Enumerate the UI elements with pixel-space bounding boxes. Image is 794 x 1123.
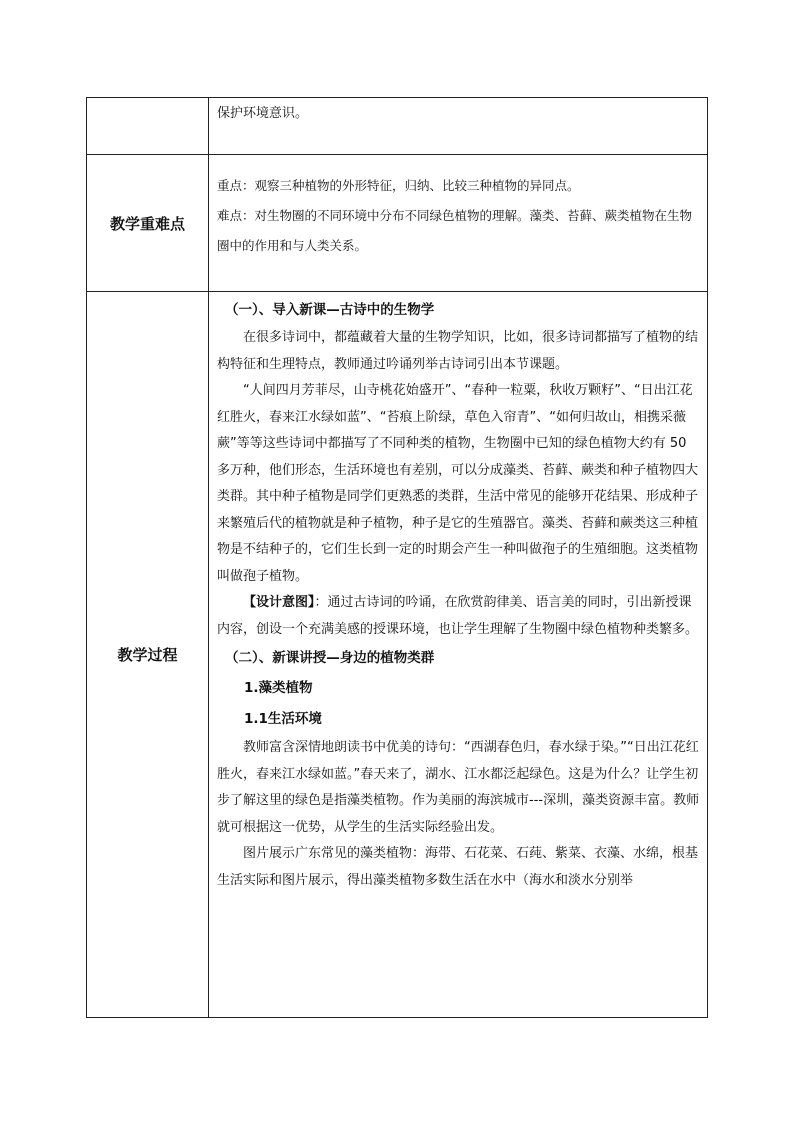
table-row	[87, 155, 708, 292]
row-label: 教学重难点	[87, 155, 209, 292]
difficult-point-text: 难点：对生物圈的不同环境中分布不同绿色植物的理解。藻类、苔藓、蕨类植物在生物圈中的作用和与人类关系。	[217, 208, 693, 253]
paragraph: 在很多诗词中，都蕴藏着大量的生物学知识，比如，很多诗词都描写了植物的结构特征和生理特点，教师通过吟诵列举古诗词引出本节课题。	[217, 330, 699, 372]
subsection-heading: 1.1生活环境	[244, 711, 322, 727]
table-row	[87, 98, 708, 155]
paragraph: “人间四月芳菲尽，山寺桃花始盛开”、“春种一粒粟，秋收万颗籽”、“日出江花红胜火，春来江水绿如蓝”、“苔痕上阶绿，草色入帘青”、“如何归故山，相携采薇蕨”等等这些诗词中都描写了不同种类的植物，生物圈中已知的绿色植物大约有 50 多万种，他们形态，生活环境也有差别，可以分成藻类、苔藓、蕨类和种子植物四大类群。其中种子植物是同学们更熟悉的类群，生活中常见的能够开花结果、形成种子来繁殖后代的植物就是种子植物，种子是它的生殖器官。藻类、苔藓和蕨类这三种植物是不结种子的，它们生长到一定的时期会产生一种叫做孢子的生殖细胞。这类植物叫做孢子植物。	[217, 383, 699, 584]
key-point-text: 重点：观察三种植物的外形特征，归纳、比较三种植物的异同点。	[217, 178, 580, 193]
row-label	[87, 98, 209, 155]
table-row	[87, 292, 708, 1018]
section-heading: （二）、新课讲授—身边的植物类群	[225, 650, 435, 666]
paragraph: 教师富含深情地朗读书中优美的诗句：“西湖春色归，春水绿于染。”“日出江花红胜火，春来江水绿如蓝。”春天来了，湖水、江水都泛起绿色。这是为什么？让学生初步了解这里的绿色是指藻类植物。作为美丽的海滨城市---深圳，藻类资源丰富。教师就可根据这一优势，从学生的生活实际经验出发。	[217, 740, 700, 835]
row-label: 教学过程	[87, 292, 209, 1018]
design-intent-text: ：通过古诗词的吟诵，在欣赏韵律美、语言美的同时，引出新授课内容，创设一个充满美感的授课环境，也让学生理解了生物圈中绿色植物种类繁多。	[217, 595, 699, 637]
lesson-plan-table	[86, 97, 708, 1018]
subsection-heading: 1.藻类植物	[244, 680, 313, 696]
row-content	[209, 98, 708, 155]
row-content	[209, 155, 708, 292]
design-intent-label: 【设计意图】	[243, 595, 315, 610]
section-heading: （一）、导入新课—古诗中的生物学	[225, 302, 435, 318]
row-content	[209, 292, 708, 1018]
content-line: 保护环境意识。	[217, 106, 309, 121]
paragraph: 图片展示广东常见的藻类植物：海带、石花菜、石莼、紫菜、衣藻、水绵，根基生活实际和图片展示，得出藻类植物多数生活在水中（海水和淡水分别举	[217, 846, 699, 888]
design-intent-paragraph	[217, 590, 701, 643]
